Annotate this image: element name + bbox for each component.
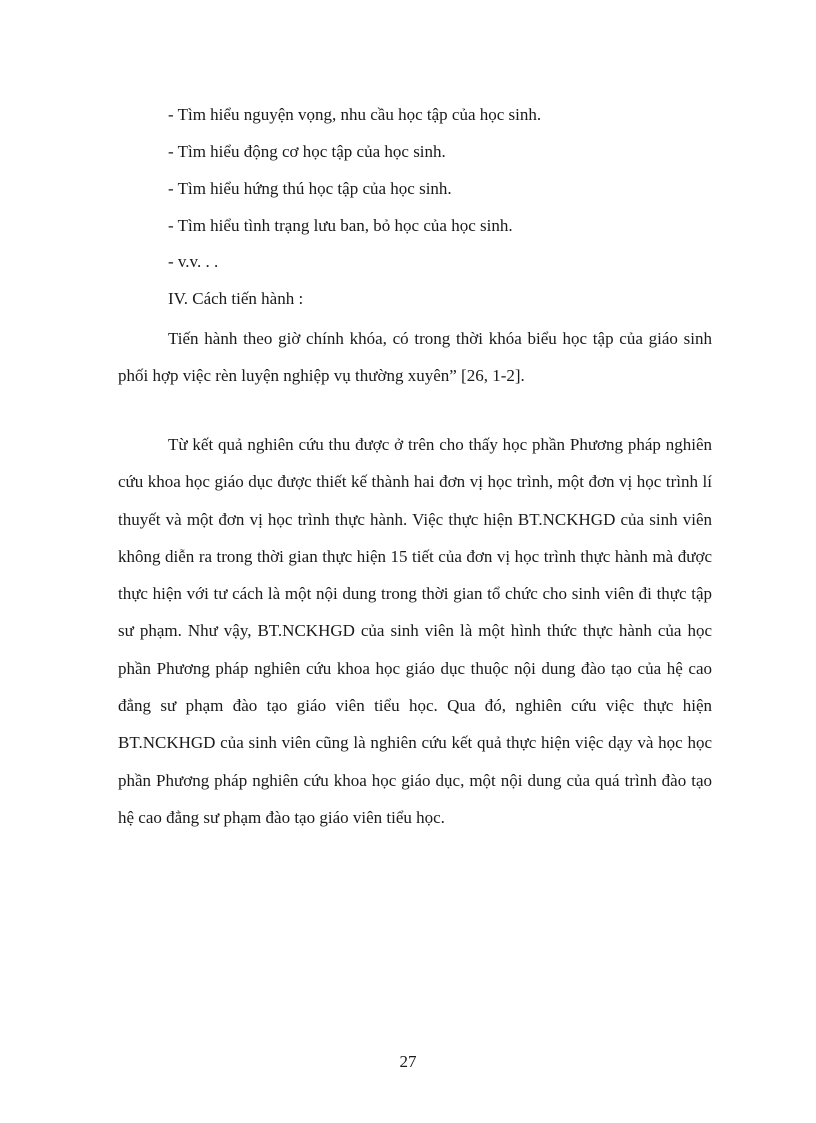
bullet-interest: - Tìm hiểu hứng thú học tập của học sinh. bbox=[168, 179, 452, 198]
paragraph-findings-text: Từ kết quả nghiên cứu thu được ở trên cho thấy học phần Phương pháp nghiên cứu khoa học giáo dục được thiết kế thành hai đơn vị học trình, một đơn vị học trình lí thuyết và một đơn vị học trình thực hành. Việc thực hiện BT.NCKHGD của sinh viên không diễn ra trong thời gian thực hiện 15 tiết của đơn vị học trình thực hành mà được thực hiện với tư cách là một nội dung trong thời gian tổ chức cho sinh viên đi thực tập sư phạm. Như vậy, BT.NCKHGD của sinh viên là một hình thức thực hành của học phần Phương pháp nghiên cứu khoa học giáo dục thuộc nội dung đào tạo của hệ cao đẳng sư phạm đào tạo giáo viên tiểu học. Qua đó, nghiên cứu việc thực hiện BT.NCKHGD của sinh viên cũng là nghiên cứu kết quả thực hiện việc dạy và học học phần Phương pháp nghiên cứu khoa học giáo dục, một nội dung của quá trình đào tạo hệ cao đẳng sư phạm đào tạo giáo viên tiểu học. bbox=[118, 435, 712, 827]
paragraph-procedure bbox=[118, 320, 712, 395]
paragraph-procedure-text: Tiến hành theo giờ chính khóa, có trong thời khóa biểu học tập của giáo sinh phối hợp việc rèn luyện nghiệp vụ thường xuyên” [26, 1-2]. bbox=[118, 329, 712, 386]
bullet-dropout: - Tìm hiểu tình trạng lưu ban, bỏ học của học sinh. bbox=[168, 216, 513, 235]
bullet-etc: - v.v. . . bbox=[168, 252, 219, 271]
bullet-motivation: - Tìm hiểu động cơ học tập của học sinh. bbox=[168, 142, 446, 161]
section-heading: IV. Cách tiến hành : bbox=[168, 289, 304, 308]
page-number: 27 bbox=[399, 1052, 417, 1071]
bullet-aspiration: - Tìm hiểu nguyện vọng, nhu cầu học tập của học sinh. bbox=[168, 105, 542, 124]
paragraph-findings bbox=[118, 426, 712, 836]
